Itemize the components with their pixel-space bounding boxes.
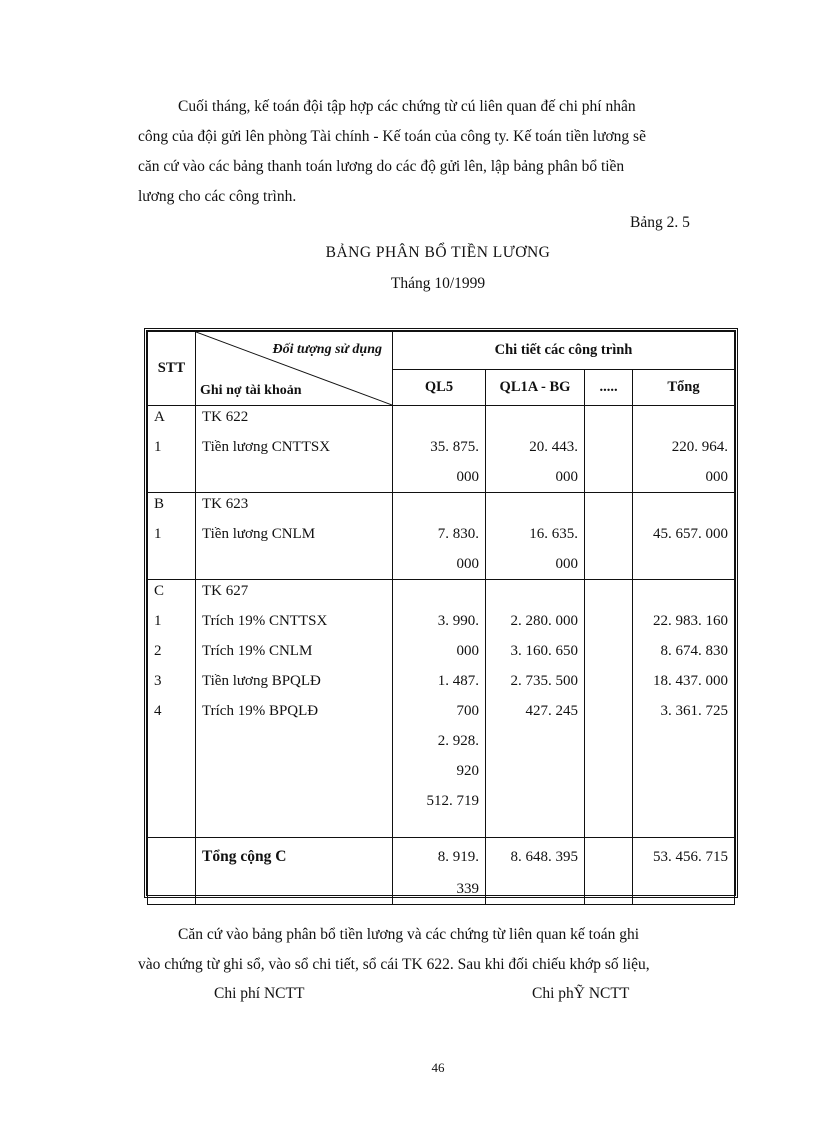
value: 2. 735. 500: [510, 673, 578, 689]
account-label: Tiền lương CNTTSX: [202, 439, 331, 455]
header-ghi-no: Ghi nợ tài khoản: [200, 383, 302, 398]
account-label: TK 623: [202, 496, 249, 512]
value: 22. 983. 160: [653, 613, 728, 629]
value: 53. 456. 715: [653, 849, 728, 865]
ql5-cell: [393, 838, 486, 905]
account-label: TK 622: [202, 409, 249, 425]
closing-line: Căn cứ vào bảng phân bổ tiền lương và các chứng từ liên quan kế toán ghi: [178, 926, 640, 943]
ql5-cell: [393, 493, 486, 580]
stt-value: 1: [154, 613, 162, 629]
table-title: BẢNG PHÂN BỔ TIỀN LƯƠNG: [325, 244, 551, 261]
header-chi-tiet: Chi tiết các công trình: [393, 332, 735, 370]
value: [633, 406, 734, 432]
signature-right: Chi phỸ NCTT: [532, 985, 630, 1002]
value: 220. 964.: [671, 439, 728, 455]
ql5-cell: [393, 406, 486, 493]
value: [393, 493, 485, 519]
value: 8. 648. 395: [510, 849, 578, 865]
table-row: [148, 493, 735, 580]
stt-value: B: [154, 496, 165, 512]
stt-value: 1: [154, 439, 162, 455]
account-label: Tiền lương CNLM: [202, 526, 316, 542]
table-row: [148, 406, 735, 493]
value: 7. 830.: [437, 526, 479, 542]
signature-left: Chi phí NCTT: [214, 985, 305, 1002]
value: 000: [555, 469, 578, 485]
header-ql5: QL5: [393, 370, 486, 406]
account-label: Trích 19% CNTTSX: [202, 613, 328, 629]
stt-value: 4: [154, 703, 162, 719]
value: [486, 580, 584, 606]
header-doi-tuong: Đối tượng sử dụng: [272, 342, 382, 357]
table-row-footer: [148, 838, 735, 905]
intro-paragraph: [138, 92, 738, 212]
value: [393, 406, 485, 432]
ql5-cell: [393, 580, 486, 838]
value: [633, 493, 734, 519]
value: 512. 719: [426, 793, 479, 809]
value: 16. 635.: [529, 526, 578, 542]
stt-value: C: [154, 583, 165, 599]
value: 700: [456, 703, 479, 719]
value: 2. 280. 000: [510, 613, 578, 629]
header-dots: .....: [585, 370, 633, 406]
value: 3. 990.: [437, 613, 479, 629]
total-cell: [633, 580, 735, 838]
closing-line: vào chứng từ ghi sổ, vào sổ chi tiết, sổ cái TK 622. Sau khi đối chiếu khớp số liệu,: [138, 956, 650, 973]
ql1a-cell: [486, 406, 585, 493]
account-cell: [196, 406, 393, 493]
value: [633, 580, 734, 606]
intro-line: lương cho các công trình.: [138, 188, 297, 205]
dots-cell: [585, 406, 633, 493]
value: [486, 493, 584, 519]
table-subtitle: Tháng 10/1999: [390, 275, 486, 292]
account-label: Trích 19% BPQLĐ: [202, 703, 319, 719]
value: 3. 361. 725: [660, 703, 728, 719]
intro-line: Cuối tháng, kế toán đội tập hợp các chứng từ cú liên quan đế chi phí nhân: [178, 98, 636, 115]
account-cell: [196, 580, 393, 838]
value: 000: [456, 469, 479, 485]
dots-cell: [585, 493, 633, 580]
ql1a-cell: [486, 493, 585, 580]
dots-cell: [585, 580, 633, 838]
value: 35. 875.: [430, 439, 479, 455]
value: 000: [456, 556, 479, 572]
value: 2. 928.: [437, 733, 479, 749]
intro-line: căn cứ vào các bảng thanh toán lương do các độ gửi lên, lập bảng phân bổ tiền: [138, 158, 625, 175]
dots-cell: [585, 838, 633, 905]
value: 000: [555, 556, 578, 572]
value: 8. 674. 830: [660, 643, 728, 659]
value: 18. 437. 000: [653, 673, 728, 689]
value: 3. 160. 650: [510, 643, 578, 659]
footer-label: Tổng cộng C: [202, 848, 287, 865]
total-cell: [633, 493, 735, 580]
footer-label-cell: [196, 838, 393, 905]
total-cell: [633, 406, 735, 493]
intro-line: công của đội gửi lên phòng Tài chính - Kế toán của công ty. Kế toán tiền lương sẽ: [138, 128, 646, 145]
stt-value: 1: [154, 526, 162, 542]
stt-value: 3: [154, 673, 162, 689]
ql1a-cell: [486, 838, 585, 905]
table-row: [148, 580, 735, 838]
value: 8. 919.: [437, 849, 479, 865]
table-number: Bảng 2. 5: [630, 214, 690, 231]
account-label: Tiền lương BPQLĐ: [202, 673, 321, 689]
stt-cell: [148, 580, 196, 838]
stt-value: 2: [154, 643, 162, 659]
header-stt: STT: [148, 332, 196, 406]
header-ql1a: QL1A - BG: [486, 370, 585, 406]
account-label: Trích 19% CNLM: [202, 643, 313, 659]
value: 1. 487.: [437, 673, 479, 689]
total-cell: [633, 838, 735, 905]
account-label: TK 627: [202, 583, 249, 599]
header-total: Tổng: [633, 370, 735, 406]
stt-cell: [148, 493, 196, 580]
stt-value: A: [154, 409, 165, 425]
value: 427. 245: [525, 703, 578, 719]
ql1a-cell: [486, 580, 585, 838]
value: [486, 406, 584, 432]
stt-cell: [148, 406, 196, 493]
closing-paragraph: [138, 920, 738, 980]
account-cell: [196, 493, 393, 580]
allocation-table: [144, 328, 738, 898]
value: [393, 580, 485, 606]
value: 45. 657. 000: [653, 526, 728, 542]
value: 000: [705, 469, 728, 485]
value: 000: [456, 643, 479, 659]
value: 920: [456, 763, 479, 779]
page-number: 46: [431, 1060, 445, 1075]
value: 339: [456, 881, 479, 897]
stt-cell: [148, 838, 196, 905]
header-diagonal-cell: [196, 332, 393, 406]
value: 20. 443.: [529, 439, 578, 455]
